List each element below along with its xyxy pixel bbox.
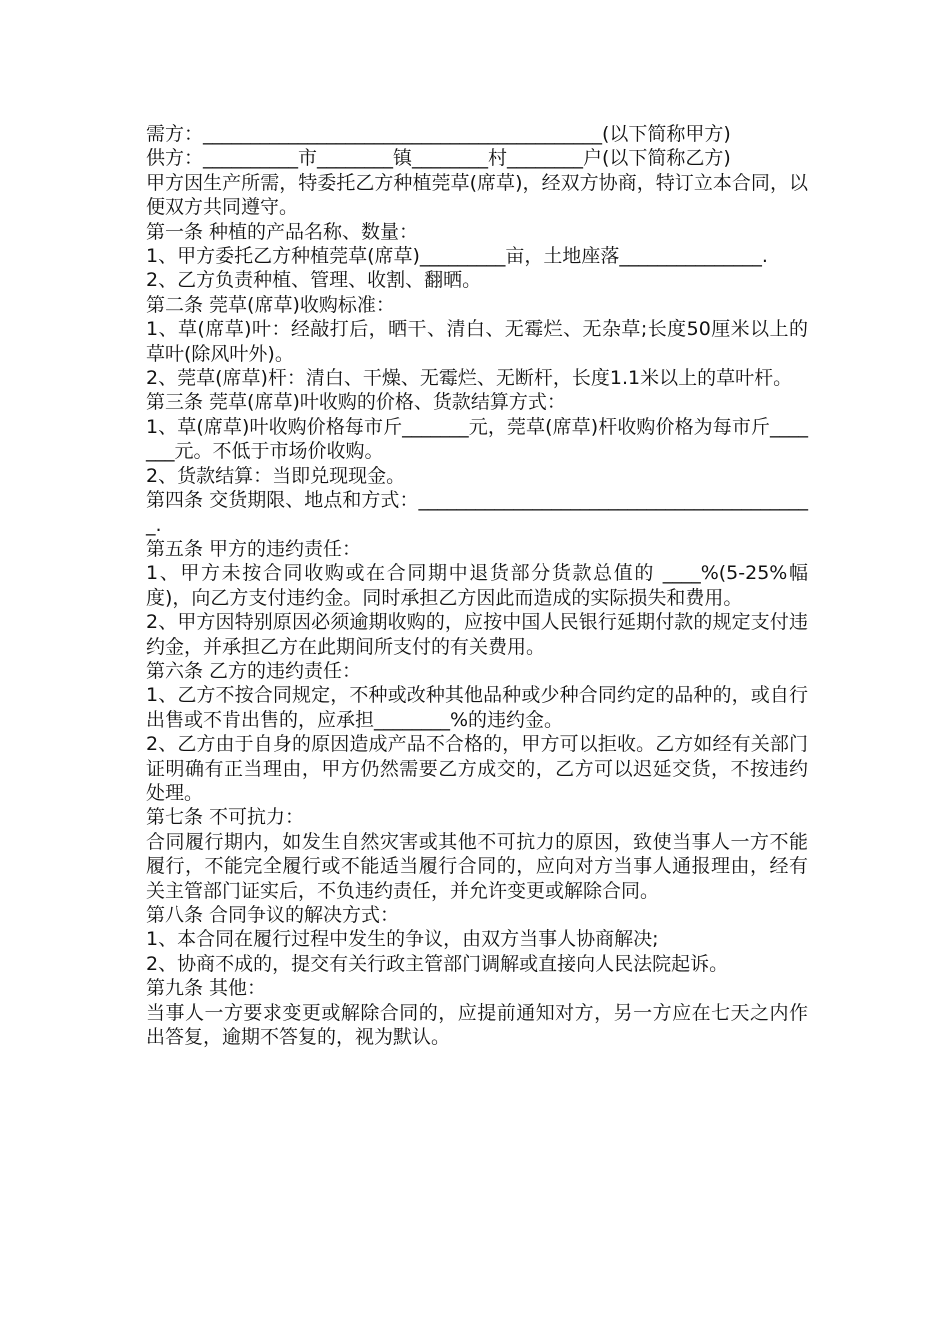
article-4-heading: 第四条 交货期限、地点和方式：__________________________________________. (146, 489, 808, 536)
article-1-clause-2: 2、乙方负责种植、管理、收割、翻晒。 (146, 269, 482, 292)
article-6-heading: 第六条 乙方的违约责任： (146, 659, 362, 682)
article-3-clause-1: 1、草(席草)叶收购价格每市斤_______元，莞草(席草)杆收购价格为每市斤_______元。不低于市场价收购。 (146, 415, 808, 463)
article-2-clause-2: 2、莞草(席草)杆：清白、干燥、无霉烂、无断杆，长度1.1米以上的草叶杆。 (146, 367, 793, 390)
article-6-clause-2: 2、乙方由于自身的原因造成产品不合格的，甲方可以拒收。乙方如经有关部门证明确有正当理由，甲方仍然需要乙方成交的，乙方可以迟延交货，不按违约处理。 (146, 733, 808, 804)
contract-document (146, 122, 808, 1049)
article-5-clause-1: 1、甲方未按合同收购或在合同期中退货部分货款总值的 ____%(5-25%幅度)，向乙方支付违约金。同时承担乙方因此而造成的实际损失和费用。 (146, 562, 808, 609)
article-2-heading: 第二条 莞草(席草)收购标准： (146, 293, 395, 316)
article-8-heading: 第八条 合同争议的解决方式： (146, 904, 400, 926)
article-3-heading: 第三条 莞草(席草)叶收购的价格、货款结算方式： (146, 391, 566, 414)
article-9-body: 当事人一方要求变更或解除合同的，应提前通知对方，另一方应在七天之内作出答复，逾期不答复的，视为默认。 (146, 1001, 808, 1049)
article-8-clause-2: 2、协商不成的，提交有关行政主管部门调解或直接向人民法院起诉。 (146, 952, 729, 975)
article-7-heading: 第七条 不可抗力： (146, 806, 305, 829)
article-2-clause-1: 1、草(席草)叶：经敲打后，晒干、清白、无霉烂、无杂草;长度50厘米以上的草叶(除风叶外)。 (146, 318, 808, 365)
article-5-heading: 第五条 甲方的违约责任： (146, 537, 362, 560)
article-3-clause-2: 2、货款结算：当即兑现现金。 (146, 464, 406, 487)
preamble-paragraph: 甲方因生产所需，特委托乙方种植莞草(席草)，经双方协商，特订立本合同，以便双方共同遵守。 (146, 171, 808, 219)
supplier-line: 供方：__________市________镇________村________户(以下简称乙方) (146, 147, 731, 170)
article-5-clause-2: 2、甲方因特别原因必须逾期收购的，应按中国人民银行延期付款的规定支付违约金，并承担乙方在此期间所支付的有关费用。 (146, 611, 808, 658)
article-8-clause-1: 1、本合同在履行过程中发生的争议，由双方当事人协商解决; (146, 928, 659, 951)
article-7-body: 合同履行期内，如发生自然灾害或其他不可抗力的原因，致使当事人一方不能履行，不能完全履行或不能适当履行合同的，应向对方当事人通报理由，经有关主管部门证实后，不负违约责任，并允许变更或解除合同。 (146, 830, 808, 902)
buyer-line: 需方：__________________________________________(以下简称甲方) (146, 123, 731, 145)
article-1-heading: 第一条 种植的产品名称、数量： (146, 220, 419, 243)
article-9-heading: 第九条 其他： (146, 977, 267, 1000)
article-6-clause-1: 1、乙方不按合同规定，不种或改种其他品种或少种合同约定的品种的，或自行出售或不肯出售的，应承担________%的违约金。 (146, 684, 808, 731)
article-1-clause-1: 1、甲方委托乙方种植莞草(席草)_________亩，土地座落_______________. (146, 245, 768, 268)
